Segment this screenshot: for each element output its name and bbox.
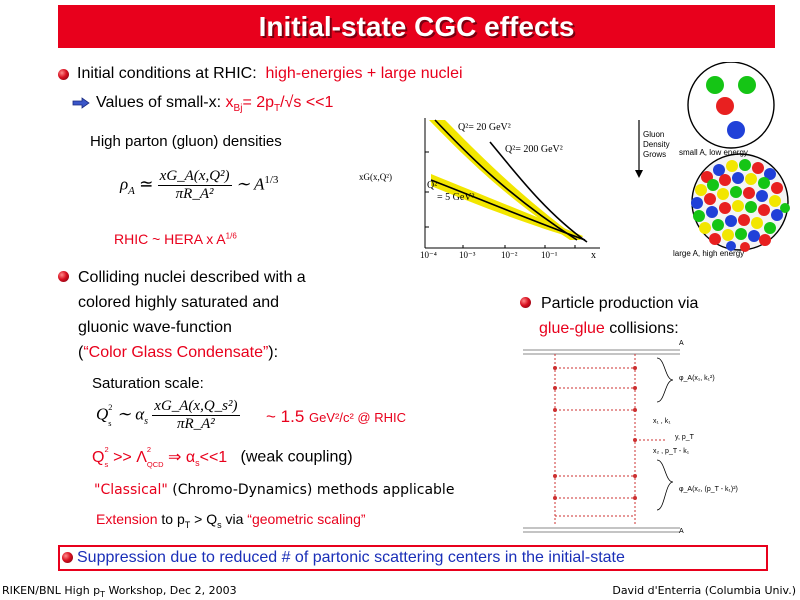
rho-numerator: xG_A(x,Q²) [159, 168, 230, 184]
footer-left-sub: T [100, 590, 106, 600]
classical-red: "Classical" [94, 482, 168, 498]
extension-qs-sub: s [217, 519, 222, 530]
bullet-cgc-cgc-term: “Color Glass Condensate” [83, 344, 269, 361]
bullet-cgc-paren: ): [268, 344, 279, 361]
saturation-formula [96, 398, 240, 433]
classical-rest: (Chromo-Dynamics) methods applicable [167, 482, 455, 498]
extension-line [96, 511, 366, 530]
bullet-particle-rest: collisions: [604, 320, 679, 337]
xbj-symbol: x [225, 94, 234, 111]
gluon-density-label-line: Gluon [643, 130, 665, 139]
qcd-alpha-sub: s [195, 457, 200, 468]
diagram-phi-top: φ_A(x₁, k₁²) [679, 375, 715, 382]
page-title: Initial-state CGC effects [258, 11, 575, 42]
ladder-diagram [515, 340, 785, 540]
rhic-hera-text: RHIC ~ HERA x A [114, 231, 226, 247]
qs-sup: 2 [108, 402, 113, 412]
subbullet-small-x [96, 93, 333, 119]
rho-approx: ≃ [139, 174, 154, 194]
small-nucleus-label: small A, low energy [679, 148, 748, 157]
sat-fraction [152, 398, 239, 433]
bullet-icon [58, 69, 69, 80]
nuclei-illustration [635, 62, 800, 262]
bullet-initial-conditions [77, 64, 463, 84]
extension-via: via [221, 511, 248, 527]
extension-gt: > Q [190, 511, 218, 527]
bullet-initial-conditions-prefix: Initial conditions at RHIC: [77, 65, 257, 82]
diagram-phi-bot: φ_A(x₂, (p_T - k₁)²) [679, 486, 738, 493]
extension-mid: to p [157, 511, 185, 527]
plot-xtick: 10⁻⁴ [420, 250, 437, 260]
alpha-sub: s [144, 415, 149, 427]
rhic-hera-label [114, 231, 237, 247]
qcd-lambda: >> Λ [108, 448, 147, 466]
qs-symbol: Q [96, 404, 109, 424]
rho-denominator: πR_A² [175, 186, 214, 202]
plot-xtick: x [591, 250, 596, 261]
bullet-icon [520, 297, 531, 308]
pt-subscript: T [274, 103, 281, 115]
diagram-ypt: y, p_T [675, 434, 694, 441]
bullet-particle-production [541, 291, 698, 341]
qcd-lt: <<1 [199, 448, 228, 466]
large-nucleus-label: large A, high energy [673, 249, 745, 258]
extension-pt-sub: T [184, 519, 191, 530]
rhic-hera-exponent: 1/6 [225, 231, 237, 241]
rho-symbol: ρ [120, 174, 129, 194]
qs-sub: s [108, 419, 112, 429]
plot-xtick: 10⁻³ [459, 250, 476, 260]
extension-scaling: “geometric scaling” [247, 511, 366, 527]
saturation-label: Saturation scale: [92, 375, 204, 392]
rho-sim: ∼ A [235, 174, 265, 194]
qcd-l-sub: QCD [146, 459, 164, 469]
plot-xtick: 10⁻¹ [541, 250, 558, 260]
qcd-q: Q [92, 448, 105, 466]
qcd-q-sub: s [104, 459, 109, 469]
bullet-cgc-line: colored highly saturated and [78, 294, 280, 311]
bullet-cgc-line: gluonic wave-function [78, 319, 232, 336]
plot-xtick: 10⁻² [501, 250, 518, 260]
sat-units: GeV²/c² @ RHIC [309, 410, 406, 425]
gluon-density-label [643, 130, 670, 160]
rho-exponent: 1/3 [264, 173, 279, 186]
gluon-density-plot [355, 112, 605, 264]
gluon-density-label-line: Density [643, 140, 670, 149]
high-parton-label: High parton (gluon) densities [90, 133, 282, 150]
qcd-q-sup: 2 [104, 445, 109, 454]
small-x-formula [225, 94, 334, 115]
diagram-x1k1: x₁ , k₁ [653, 418, 671, 425]
bullet-cgc-paren: ( [78, 344, 84, 361]
qcd-arrow: ⇒ α [163, 448, 196, 466]
plot-label-q5b: = 5 GeV² [437, 192, 475, 203]
classical-line [94, 482, 454, 498]
bullet-particle-line: Particle production via [541, 295, 699, 312]
saturation-value [266, 407, 406, 427]
arrow-icon [72, 96, 90, 114]
footer-left-prefix: RIKEN/BNL High p [2, 584, 101, 597]
rho-formula [120, 168, 278, 203]
footer-left [2, 584, 237, 599]
diagram-top-label: A [679, 340, 684, 347]
suppression-text: Suppression due to reduced # of partonic scattering centers in the initial-state [77, 549, 625, 566]
sat-numerator: xG_A(x,Q_s²) [154, 398, 238, 414]
footer-left-rest: Workshop, Dec 2, 2003 [105, 584, 237, 597]
diagram-x2k2: x₂ , p_T - k₁ [653, 448, 690, 455]
xbj-tail: /√s <<1 [280, 94, 334, 111]
diagram-bottom-label: A [679, 528, 684, 535]
sat-denominator: πR_A² [176, 416, 215, 432]
bullet-glue-glue: glue-glue [539, 320, 605, 337]
rho-subscript: A [128, 184, 135, 197]
extension-red: Extension [96, 511, 158, 527]
sat-approx: ~ 1.5 [266, 407, 310, 426]
weak-coupling: (weak coupling) [240, 448, 353, 466]
plot-y-label: xG(x,Q²) [359, 172, 392, 182]
xbj-subscript: Bj [233, 103, 243, 115]
qcd-line [92, 446, 353, 473]
plot-label-q20: Q²= 20 GeV² [458, 122, 511, 133]
sat-sim: ∼ α [116, 404, 145, 424]
curve-q200 [490, 142, 587, 242]
plot-label-q200: Q²= 200 GeV² [505, 144, 563, 155]
xbj-eq: = 2p [242, 94, 275, 111]
bullet-cgc [78, 265, 306, 365]
bullet-initial-conditions-highlight: high-energies + large nuclei [265, 65, 463, 82]
bullet-cgc-line: Colliding nuclei described with a [78, 269, 306, 286]
gluon-density-label-line: Grows [643, 150, 667, 159]
small-x-prefix: Values of small-x: [96, 94, 226, 111]
rho-fraction [158, 168, 232, 203]
bullet-icon [58, 271, 69, 282]
footer-right: David d'Enterria (Columbia Univ.) [612, 584, 796, 597]
qcd-l-sup: 2 [146, 445, 152, 454]
plot-label-q5a: Q² [427, 180, 438, 191]
qcd-line-red [92, 445, 228, 469]
